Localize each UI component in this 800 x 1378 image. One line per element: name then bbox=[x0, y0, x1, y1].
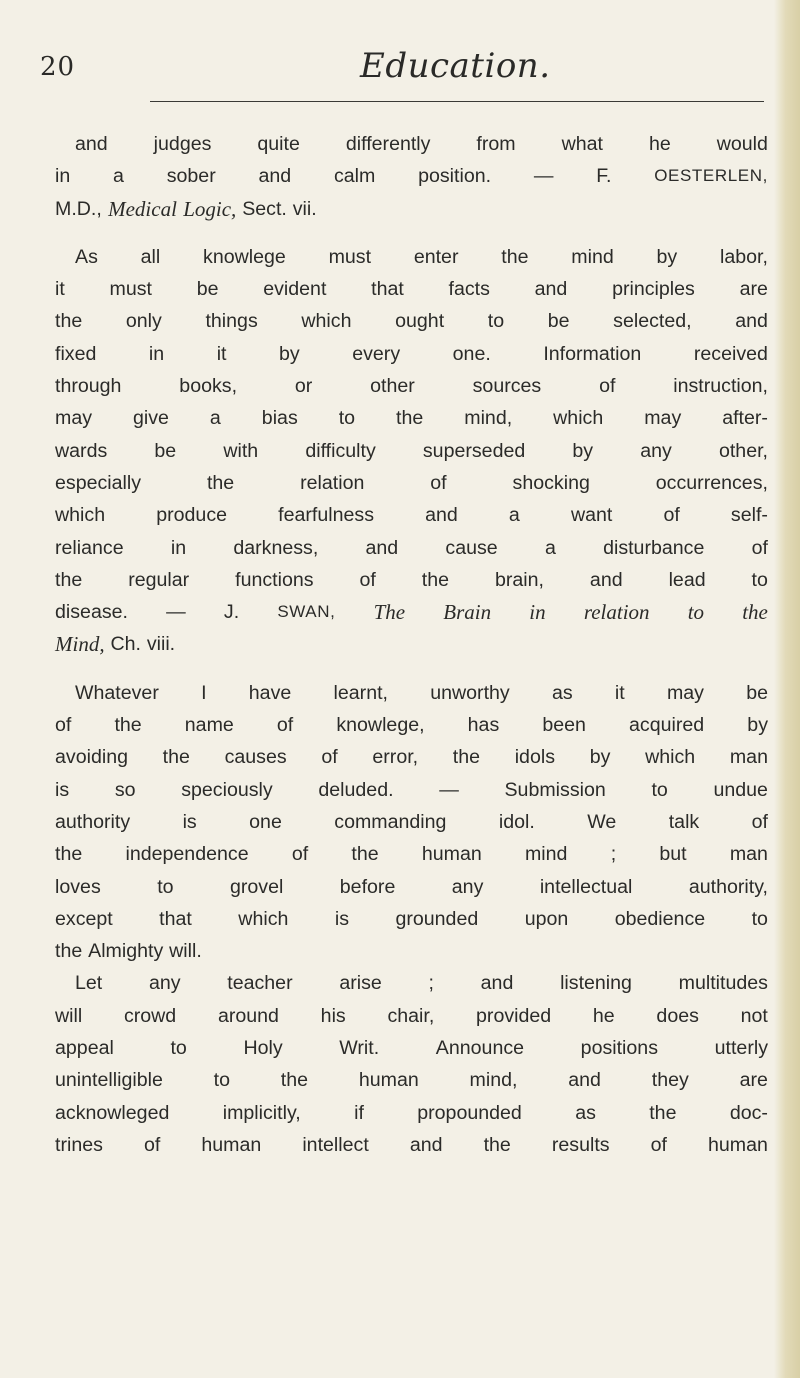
word: the bbox=[396, 407, 424, 430]
word: want bbox=[570, 504, 613, 527]
word: commanding bbox=[334, 810, 447, 833]
italic-word: Logic, bbox=[183, 196, 237, 221]
word: been bbox=[542, 714, 586, 737]
word: be bbox=[196, 278, 219, 301]
word: differently bbox=[345, 133, 431, 155]
word: multitudes bbox=[678, 972, 768, 995]
text-line bbox=[55, 467, 768, 499]
word: is bbox=[182, 810, 197, 833]
word: darkness, bbox=[233, 536, 319, 559]
word: to bbox=[213, 1069, 230, 1092]
word: shocking bbox=[512, 471, 590, 494]
text-line bbox=[55, 564, 768, 596]
word: it bbox=[55, 278, 65, 301]
word: will. bbox=[169, 940, 202, 963]
word: human bbox=[708, 1133, 768, 1156]
italic-word: relation bbox=[583, 600, 650, 625]
text-line bbox=[55, 838, 768, 870]
word: arise bbox=[339, 972, 382, 995]
word: one bbox=[249, 810, 282, 833]
word: Whatever bbox=[75, 681, 159, 704]
word: vii. bbox=[292, 197, 317, 220]
word: the bbox=[452, 746, 481, 769]
text-line bbox=[55, 1032, 768, 1064]
word: one. bbox=[452, 342, 491, 365]
word: other, bbox=[718, 439, 768, 462]
word: all bbox=[140, 245, 161, 268]
word: Ch. bbox=[110, 633, 141, 656]
word: Announce bbox=[435, 1037, 525, 1060]
italic-word: in bbox=[529, 600, 546, 625]
word: and bbox=[365, 536, 399, 559]
word: which bbox=[55, 504, 106, 527]
word: human bbox=[201, 1133, 262, 1156]
word: idol. bbox=[498, 810, 535, 833]
word: knowlege, bbox=[336, 714, 425, 737]
text-line bbox=[55, 402, 768, 434]
word: human bbox=[358, 1069, 419, 1092]
word: the bbox=[421, 568, 450, 591]
word: with bbox=[223, 439, 259, 462]
word: may bbox=[666, 681, 704, 704]
small-caps-word: OESTERLEN, bbox=[654, 166, 768, 186]
word: not bbox=[740, 1004, 768, 1027]
word: so bbox=[114, 778, 136, 801]
word: except bbox=[55, 907, 113, 930]
word: especially bbox=[55, 471, 142, 494]
word: mind bbox=[571, 245, 614, 268]
word: evident bbox=[263, 278, 327, 301]
text-line bbox=[55, 128, 768, 160]
word: and bbox=[568, 1069, 601, 1092]
word: cause bbox=[445, 536, 498, 559]
word: J. bbox=[223, 601, 240, 624]
word: regular bbox=[128, 568, 190, 591]
text-line bbox=[55, 596, 768, 628]
word: unworthy bbox=[430, 681, 510, 704]
word: to bbox=[170, 1037, 187, 1060]
text-line bbox=[55, 806, 768, 838]
word: speciously bbox=[181, 778, 273, 801]
word: man bbox=[729, 843, 768, 866]
word: by bbox=[747, 714, 768, 737]
word: be bbox=[154, 439, 177, 462]
word: what bbox=[561, 133, 603, 155]
word: around bbox=[217, 1004, 279, 1027]
word: F. bbox=[596, 165, 612, 188]
word: which bbox=[645, 746, 696, 769]
word: talk bbox=[668, 810, 700, 833]
word: produce bbox=[156, 504, 228, 527]
word: implicitly, bbox=[222, 1101, 301, 1124]
word: is bbox=[55, 778, 70, 801]
word: he bbox=[648, 133, 671, 155]
text-line bbox=[55, 1097, 768, 1129]
text-line bbox=[55, 871, 768, 903]
word: it bbox=[614, 681, 625, 704]
small-caps-word: SWAN, bbox=[277, 602, 336, 622]
word: Let bbox=[75, 972, 103, 995]
word: judges bbox=[153, 133, 212, 155]
word: obedience bbox=[614, 907, 706, 930]
word: may bbox=[55, 407, 93, 430]
word: will bbox=[55, 1004, 83, 1027]
word: — bbox=[533, 165, 554, 188]
word: sources bbox=[472, 375, 542, 398]
word: that bbox=[371, 278, 404, 301]
word: any bbox=[148, 972, 181, 995]
word: the bbox=[351, 843, 379, 866]
word: any bbox=[451, 875, 484, 898]
word: results bbox=[551, 1133, 610, 1156]
word: causes bbox=[224, 746, 287, 769]
word: knowlege bbox=[203, 245, 286, 268]
word: books, bbox=[179, 375, 238, 398]
word: things bbox=[205, 310, 258, 333]
word: but bbox=[659, 843, 687, 866]
word: I bbox=[201, 681, 207, 704]
italic-word: Brain bbox=[443, 600, 492, 625]
word: Submission bbox=[504, 778, 606, 801]
word: authority, bbox=[688, 875, 768, 898]
italic-word: to bbox=[687, 600, 705, 625]
word: and bbox=[258, 165, 292, 188]
word: the bbox=[162, 746, 190, 769]
word: of bbox=[143, 1133, 161, 1156]
word: unintelligible bbox=[55, 1069, 163, 1092]
word: of bbox=[321, 746, 338, 769]
word: mind, bbox=[469, 1069, 518, 1092]
word: occurrences, bbox=[655, 471, 768, 494]
word: of bbox=[55, 714, 72, 737]
text-line bbox=[55, 967, 768, 999]
word: enter bbox=[413, 245, 459, 268]
word: the bbox=[483, 1133, 511, 1156]
word: viii. bbox=[146, 633, 176, 656]
word: a bbox=[544, 536, 556, 559]
word: self- bbox=[730, 504, 768, 527]
word: the bbox=[280, 1069, 309, 1092]
word: his bbox=[320, 1004, 346, 1027]
text-line bbox=[55, 935, 768, 967]
word: ; bbox=[610, 843, 617, 866]
word: selected, bbox=[613, 310, 692, 333]
word: error, bbox=[372, 746, 419, 769]
word: every bbox=[352, 342, 401, 365]
text-line bbox=[55, 628, 768, 660]
text-line bbox=[55, 193, 768, 225]
text-line bbox=[55, 499, 768, 531]
word: lead bbox=[668, 568, 706, 591]
word: of bbox=[599, 375, 616, 398]
word: the bbox=[114, 714, 142, 737]
word: brain, bbox=[494, 568, 544, 591]
word: other bbox=[370, 375, 415, 398]
word: does bbox=[656, 1004, 699, 1027]
word: ; bbox=[428, 972, 434, 995]
word: and bbox=[425, 504, 458, 527]
word: and bbox=[534, 278, 568, 301]
word: from bbox=[476, 133, 516, 155]
paragraph-whatever-i-have-learnt bbox=[55, 677, 768, 968]
word: to bbox=[338, 407, 356, 430]
word: appeal bbox=[55, 1037, 114, 1060]
word: and bbox=[75, 133, 108, 155]
word: through bbox=[55, 375, 122, 398]
word: to bbox=[751, 907, 768, 930]
word: superseded bbox=[422, 439, 526, 462]
word: of bbox=[276, 714, 294, 737]
paragraph-oesterlen-quote bbox=[55, 128, 768, 225]
word: sober bbox=[166, 165, 216, 188]
word: before bbox=[339, 875, 396, 898]
word: ought bbox=[395, 310, 445, 333]
word: avoiding bbox=[55, 746, 128, 769]
word: bias bbox=[261, 407, 298, 430]
word: quite bbox=[257, 133, 300, 155]
word: have bbox=[248, 681, 292, 704]
text-line bbox=[55, 741, 768, 773]
word: calm bbox=[333, 165, 376, 188]
word: by bbox=[656, 245, 678, 268]
word: by bbox=[572, 439, 594, 462]
word: and bbox=[589, 568, 623, 591]
text-line bbox=[55, 774, 768, 806]
word: in bbox=[148, 342, 165, 365]
word: teacher bbox=[227, 972, 293, 995]
word: by bbox=[589, 746, 611, 769]
word: of bbox=[430, 471, 447, 494]
word: principles bbox=[612, 278, 695, 301]
page-edge-shading bbox=[774, 0, 800, 1378]
word: disturbance bbox=[603, 536, 705, 559]
word: received bbox=[693, 342, 768, 365]
word: M.D., bbox=[55, 197, 102, 220]
word: man bbox=[729, 746, 768, 769]
word: As bbox=[75, 245, 98, 268]
word: fearfulness bbox=[278, 504, 374, 527]
italic-word: Mind, bbox=[55, 632, 105, 657]
word: provided bbox=[476, 1004, 552, 1027]
text-line bbox=[55, 435, 768, 467]
word: functions bbox=[235, 568, 314, 591]
word: loves bbox=[55, 875, 101, 898]
text-line bbox=[55, 160, 768, 192]
word: they bbox=[651, 1069, 689, 1092]
word: relation bbox=[300, 471, 365, 494]
word: — bbox=[439, 778, 459, 801]
text-line bbox=[55, 241, 768, 273]
word: if bbox=[354, 1101, 364, 1124]
word: the bbox=[55, 568, 83, 591]
word: the bbox=[55, 940, 83, 963]
word: to bbox=[487, 310, 505, 333]
header-rule bbox=[150, 101, 764, 102]
word: to bbox=[751, 568, 768, 591]
word: crowd bbox=[123, 1004, 177, 1027]
text-line bbox=[55, 1000, 768, 1032]
word: grovel bbox=[229, 875, 284, 898]
text-line bbox=[55, 338, 768, 370]
word: deluded. bbox=[318, 778, 394, 801]
word: would bbox=[716, 133, 768, 155]
text-line bbox=[55, 1129, 768, 1161]
text-line bbox=[55, 677, 768, 709]
word: in bbox=[55, 165, 71, 188]
word: intellectual bbox=[539, 875, 633, 898]
word: propounded bbox=[417, 1101, 522, 1124]
word: independence bbox=[125, 843, 249, 866]
word: in bbox=[170, 536, 187, 559]
word: of bbox=[359, 568, 376, 591]
word: utterly bbox=[714, 1037, 768, 1060]
word: that bbox=[159, 907, 192, 930]
word: authority bbox=[55, 810, 131, 833]
word: doc- bbox=[729, 1101, 768, 1124]
word: We bbox=[587, 810, 617, 833]
paragraph-gap bbox=[55, 661, 768, 677]
word: disease. bbox=[55, 601, 128, 624]
word: human bbox=[421, 843, 482, 866]
word: reliance bbox=[55, 536, 124, 559]
text-line bbox=[55, 305, 768, 337]
word: instruction, bbox=[673, 375, 768, 398]
word: only bbox=[125, 310, 162, 333]
page-number: 20 bbox=[40, 52, 76, 82]
word: the bbox=[55, 310, 83, 333]
word: as bbox=[575, 1101, 596, 1124]
word: a bbox=[209, 407, 221, 430]
word: the bbox=[55, 843, 83, 866]
word: Information bbox=[543, 342, 642, 365]
italic-word: Medical bbox=[108, 196, 177, 221]
text-line bbox=[55, 1064, 768, 1096]
word: idols bbox=[514, 746, 556, 769]
word: fixed bbox=[55, 342, 97, 365]
word: he bbox=[592, 1004, 615, 1027]
text-line bbox=[55, 370, 768, 402]
italic-word: The bbox=[373, 600, 406, 625]
word: be bbox=[746, 681, 768, 704]
word: is bbox=[334, 907, 349, 930]
word: and bbox=[735, 310, 768, 333]
word: of bbox=[291, 843, 309, 866]
word: it bbox=[216, 342, 227, 365]
word: acquired bbox=[629, 714, 705, 737]
word: or bbox=[294, 375, 313, 398]
word: and bbox=[480, 972, 514, 995]
word: of bbox=[663, 504, 680, 527]
paragraph-gap bbox=[55, 225, 768, 241]
word: to bbox=[651, 778, 668, 801]
word: of bbox=[650, 1133, 667, 1156]
word: be bbox=[547, 310, 570, 333]
word: — bbox=[166, 601, 186, 624]
paragraph-swan-quote bbox=[55, 241, 768, 661]
word: which bbox=[553, 407, 604, 430]
word: any bbox=[640, 439, 672, 462]
word: which bbox=[238, 907, 289, 930]
word: and bbox=[409, 1133, 443, 1156]
italic-word: the bbox=[742, 600, 768, 625]
word: mind bbox=[524, 843, 568, 866]
word: the bbox=[501, 245, 529, 268]
word: give bbox=[133, 407, 169, 430]
word: Writ. bbox=[339, 1037, 380, 1060]
text-line bbox=[55, 709, 768, 741]
word: position. bbox=[418, 165, 492, 188]
word: must bbox=[328, 245, 372, 268]
word: grounded bbox=[395, 907, 479, 930]
text-line bbox=[55, 903, 768, 935]
word: undue bbox=[713, 778, 768, 801]
word: wards bbox=[55, 439, 108, 462]
word: facts bbox=[448, 278, 490, 301]
word: are bbox=[739, 1069, 768, 1092]
word: trines bbox=[55, 1133, 103, 1156]
word: upon bbox=[524, 907, 569, 930]
word: Sect. bbox=[242, 197, 287, 220]
word: must bbox=[109, 278, 152, 301]
body-text bbox=[55, 128, 768, 1161]
word: the bbox=[206, 471, 235, 494]
word: Holy bbox=[243, 1037, 283, 1060]
word: as bbox=[551, 681, 573, 704]
running-title: Education. bbox=[360, 46, 551, 86]
word: listening bbox=[560, 972, 632, 995]
word: has bbox=[467, 714, 500, 737]
paragraph-let-any-teacher bbox=[55, 967, 768, 1161]
word: learnt, bbox=[333, 681, 388, 704]
word: which bbox=[301, 310, 352, 333]
text-line bbox=[55, 532, 768, 564]
word: after- bbox=[722, 407, 768, 430]
word: labor, bbox=[719, 245, 768, 268]
word: a bbox=[113, 165, 124, 188]
word: name bbox=[184, 714, 234, 737]
word: positions bbox=[580, 1037, 659, 1060]
word: acknowleged bbox=[55, 1101, 170, 1124]
word: the bbox=[649, 1101, 677, 1124]
text-line bbox=[55, 273, 768, 305]
word: Almighty bbox=[88, 940, 164, 963]
word: may bbox=[644, 407, 682, 430]
word: difficulty bbox=[305, 439, 376, 462]
word: intellect bbox=[302, 1133, 369, 1156]
word: to bbox=[157, 875, 174, 898]
word: are bbox=[739, 278, 768, 301]
word: of bbox=[751, 810, 768, 833]
word: chair, bbox=[387, 1004, 435, 1027]
word: by bbox=[279, 342, 300, 365]
word: mind, bbox=[464, 407, 513, 430]
running-head bbox=[40, 46, 764, 94]
word: of bbox=[751, 536, 768, 559]
word: a bbox=[508, 504, 520, 527]
